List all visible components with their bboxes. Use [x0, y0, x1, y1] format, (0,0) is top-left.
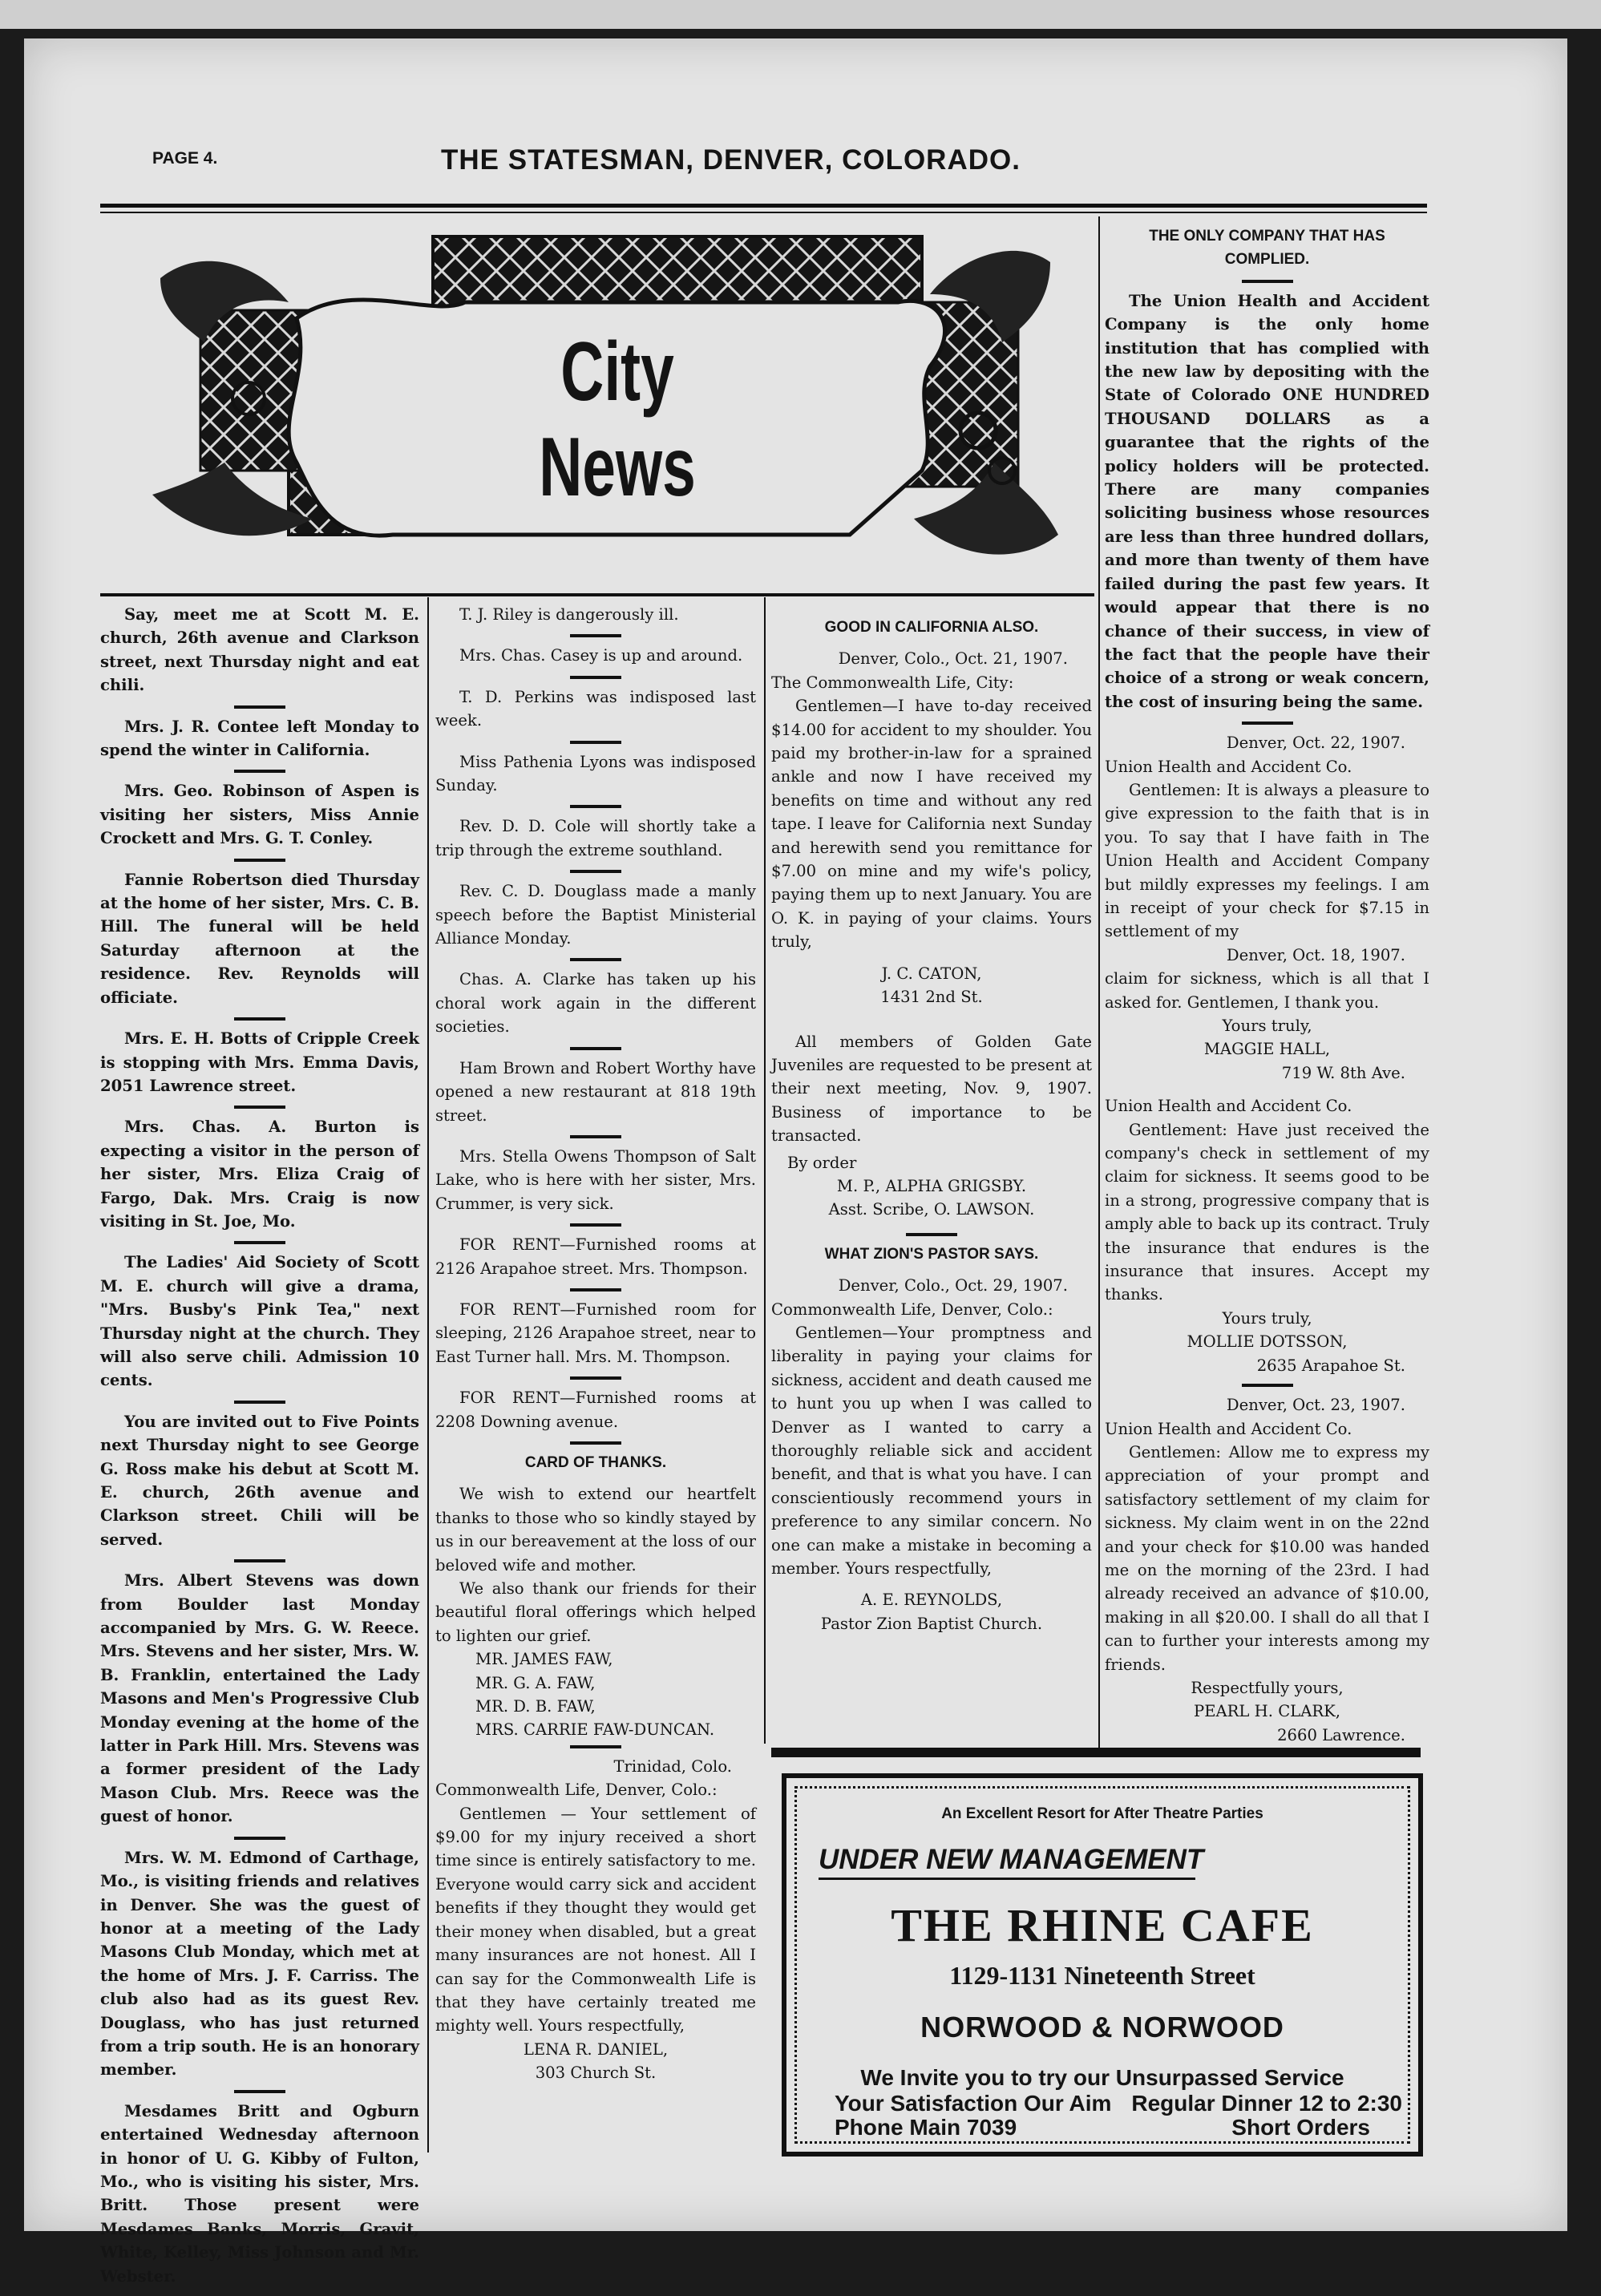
letter-signature: A. E. REYNOLDS,	[860, 1591, 1003, 1610]
letter-address: 303 Church St.	[535, 2064, 657, 2083]
city-news-item: Mrs. Albert Stevens was down from Boulder last Monday accompanied by Mrs. G. W. Reece. Mrs. Stevens and her sister, Mrs. W. B. Franklin, entertained the Lady Masons and Men's Progressive Club Monday evening at the home of the latter in Park Hill. Mrs. Stevens was a former president of the Lady Mason Club. Mrs. Reece was the guest of honor.	[100, 1571, 419, 1826]
separator	[234, 2090, 285, 2093]
letter-date: Denver, Oct. 22, 1907.	[1226, 734, 1405, 753]
heading-zion-pastor: WHAT ZION'S PASTOR SAYS.	[824, 1245, 1039, 1263]
brief-item: T. D. Perkins was indisposed last week.	[435, 687, 756, 730]
letter-place: Trinidad, Colo.	[613, 1756, 732, 1776]
letter-addressee: Union Health and Accident Co.	[1105, 1419, 1352, 1438]
letter-body: Gentlemen — Your settlement of $9.00 for my injury received a short time since is entirely satisfactory to me. Everyone would carry sick and accident benefits if they thought they would get their money when disabled, but a great many insurances are not honest. All I can say for the Commonwealth Life is that they have certainly treated me mighty well. Yours respectfully,	[435, 1804, 756, 2035]
separator	[570, 958, 621, 961]
city-news-item: Mrs. Geo. Robinson of Aspen is visiting her sisters, Miss Annie Crockett and Mrs. G. T. Conley.	[100, 782, 419, 848]
brief-item: FOR RENT—Furnished rooms at 2208 Downing avenue.	[435, 1389, 756, 1431]
separator	[234, 1017, 285, 1021]
notice-by-order: By order	[787, 1153, 857, 1172]
column-union-health	[1105, 218, 1429, 1747]
city-news-item: The Ladies' Aid Society of Scott M. E. church will give a drama, "Mrs. Busby's Pink Tea," next Thursday night at the church. They will also serve chili. Admission 10 cents.	[100, 1253, 419, 1390]
golden-gate-notice: All members of Golden Gate Juveniles are requested to be present at their next meeting, Nov. 9, 1907. Business of importance to be transacted.	[771, 1032, 1092, 1146]
letter-body: Gentlemen: It is always a pleasure to give expression to the faith that is in you. To say that I have faith in The Union Health and Accident Company but mildly expresses my feelings. I am in receipt of your check for $7.15 in settlement of my	[1105, 780, 1429, 941]
column-rule-3	[1098, 216, 1100, 1748]
column-social-notes	[100, 603, 419, 2296]
thanks-signer: MR. G. A. FAW,	[475, 1673, 596, 1692]
separator	[570, 1223, 621, 1227]
separator	[570, 1135, 621, 1138]
separator	[570, 741, 621, 744]
separator	[234, 1401, 285, 1404]
brief-item: Ham Brown and Robert Worthy have opened a new restaurant at 818 19th street.	[435, 1058, 756, 1125]
rhine-cafe-ad	[782, 1773, 1423, 2157]
ad-aim: Your Satisfaction Our Aim	[835, 2091, 1112, 2116]
letter-addressee: Union Health and Accident Co.	[1105, 757, 1352, 776]
letter-signature: J. C. CATON,	[881, 964, 982, 983]
letter-addressee: Commonwealth Life, Denver, Colo.:	[435, 1781, 718, 1800]
brief-item: Mrs. Chas. Casey is up and around.	[459, 646, 743, 665]
city-news-item: Mesdames Britt and Ogburn entertained Wednesday afternoon in honor of U. G. Kibby of Fulton, Mo., who is visiting his sister, Mrs. Britt. Those present were Mesdames Banks, Morris, Gravit, White, Kelley, Miss Johnson and Mr. Webster.	[100, 2101, 419, 2286]
separator	[906, 1233, 957, 1236]
separator	[234, 1241, 285, 1244]
thanks-signer: MR. D. B. FAW,	[475, 1697, 596, 1716]
city-news-item: Mrs. Chas. A. Burton is expecting a visitor in the person of her sister, Mrs. Eliza Craig of Fargo, Dak. Mrs. Craig is now visiting in St. Joe, Mo.	[100, 1118, 419, 1231]
ad-underline	[819, 1878, 1195, 1880]
brief-item: Rev. D. D. Cole will shortly take a trip through the extreme southland.	[435, 817, 756, 859]
column-rule-1	[427, 597, 429, 2152]
ad-short-orders: Short Orders	[1231, 2115, 1370, 2140]
separator	[1242, 280, 1293, 283]
ad-phone: Phone Main 7039	[835, 2115, 1017, 2140]
city-news-item: You are invited out to Five Points next Thursday night to see George G. Ross make his debut at Scott M. E. church, 26th avenue and Clarkson street. Chili will be served.	[100, 1412, 419, 1549]
letter-date: Denver, Oct. 23, 1907.	[1226, 1396, 1405, 1415]
thanks-paragraph: We also thank our friends for their beautiful floral offerings which helped to lighten our grief.	[435, 1579, 756, 1645]
thanks-paragraph: We wish to extend our heartfelt thanks to those who so kindly stayed by us in our bereavement at the loss of our beloved wife and mother.	[435, 1485, 756, 1574]
brief-item: T. J. Riley is dangerously ill.	[459, 605, 679, 624]
letter-body: Gentlemen—I have to-day received $14.00 for accident to my shoulder. You paid my brother-in-law for a sprained ankle and now I have received my benefits on time and without any red tape. I leave for California next Sunday and herewith send you remittance for $7.00 on mine and my wife's policy, paying them up to next January. You are O. K. in paying of your claims. Yours truly,	[771, 697, 1092, 952]
letter-address: 719 W. 8th Ave.	[1281, 1063, 1405, 1082]
separator	[570, 1288, 621, 1292]
separator	[234, 859, 285, 862]
separator	[570, 1376, 621, 1380]
union-health-intro: The Union Health and Accident Company is the only home institution that has complied with the new law by depositing with the State of Colorado ONE HUNDRED THOUSAND DOLLARS as a guarantee that the rights of the policy holders will be protected. There are many companies soliciting business whose resources are less than three hundred dollars, and more than twenty of them have failed during the past few years. It would appear that there is no chance of their success, in view of the fact that the people have their choice of a strong or weak concern, the cost of insuring being the same.	[1105, 291, 1429, 711]
letter-date: Denver, Colo., Oct. 21, 1907.	[838, 649, 1068, 669]
notice-signer-2: Asst. Scribe, O. LAWSON.	[828, 1200, 1035, 1219]
masthead-rule-thin	[100, 212, 1427, 213]
separator	[234, 1106, 285, 1109]
heading-only-company: THE ONLY COMPANY THAT HAS COMPLIED.	[1149, 228, 1385, 269]
column-testimonials	[771, 611, 1092, 1635]
ad-dinner: Regular Dinner 12 to 2:30	[1131, 2091, 1402, 2116]
letter-closing: Yours truly,	[1222, 1017, 1312, 1035]
separator	[570, 870, 621, 873]
page-number: PAGE 4.	[152, 149, 218, 168]
top-strip	[0, 0, 1601, 29]
column-briefs	[435, 603, 756, 2085]
brief-item: FOR RENT—Furnished rooms at 2126 Arapahoe street. Mrs. Thompson.	[435, 1235, 756, 1278]
card-of-thanks-heading: CARD OF THANKS.	[524, 1453, 667, 1471]
letter-address: 1431 2nd St.	[880, 988, 983, 1007]
city-news-item: Fannie Robertson died Thursday at the home of her sister, Mrs. C. B. Hill. The funeral will be held Saturday afternoon at the residence. Rev. Reynolds will officiate.	[100, 870, 419, 1007]
letter-body: Gentlemen: Allow me to express my appreciation of your prompt and satisfactory settlement of my claim for sickness. My claim went in on the 22nd and your check for $10.00 was handed me on the morning of the 23rd. I had already received an advance of $10.00, making in all $20.00. I shall do all that I can to further your interests among my friends.	[1105, 1442, 1429, 1674]
letter-date: Denver, Oct. 18, 1907.	[1226, 945, 1405, 964]
ad-top-rule	[771, 1748, 1421, 1757]
letter-body: claim for sickness, which is all that I asked for. Gentlemen, I thank you.	[1105, 969, 1429, 1012]
letter-date: Denver, Colo., Oct. 29, 1907.	[838, 1276, 1068, 1296]
banner-title: City News	[539, 325, 696, 514]
ad-management: UNDER NEW MANAGEMENT	[819, 1844, 1204, 1875]
city-news-item: Say, meet me at Scott M. E. church, 26th avenue and Clarkson street, next Thursday night and eat chili.	[100, 605, 419, 695]
letter-body: Gentlement: Have just received the company's check in settlement of my claim for sickness. It seems good to be in a strong, progressive company that is amply able to back up its contract. Truly the insurance that endures is the insurance that insures. Accept my thanks.	[1105, 1120, 1429, 1304]
letter-body: Gentlemen—Your promptness and liberality in paying your claims for sickness, accident and death caused me to hunt you up when I was called to Denver as I wanted to carry a thoroughly reliable sick and accident benefit, and that is what you have. I can conscientiously recommend yours in preference to any similar concern. No one can make a mistake in becoming a member. Yours respectfully,	[771, 1323, 1092, 1578]
separator	[1242, 722, 1293, 725]
separator	[234, 1559, 285, 1562]
letter-signature: LENA R. DANIEL,	[523, 2039, 669, 2059]
masthead-rule	[100, 204, 1427, 208]
brief-item: Mrs. Stella Owens Thompson of Salt Lake, who is here with her sister, Mrs. Crummer, is very sick.	[435, 1146, 756, 1213]
letter-addressee: Commonwealth Life, Denver, Colo.:	[771, 1300, 1053, 1319]
city-news-item: Mrs. J. R. Contee left Monday to spend the winter in California.	[100, 717, 419, 760]
separator	[234, 705, 285, 709]
brief-item: Miss Pathenia Lyons was indisposed Sunday.	[435, 752, 756, 795]
heading-good-in-california: GOOD IN CALIFORNIA ALSO.	[824, 619, 1039, 636]
column-rule-2	[764, 597, 766, 1744]
thanks-signer: MRS. CARRIE FAW-DUNCAN.	[475, 1720, 715, 1740]
banner-rule	[100, 593, 1094, 596]
ad-owners: NORWOOD & NORWOOD	[920, 2011, 1284, 2043]
separator	[570, 805, 621, 808]
letter-signature: MAGGIE HALL,	[1203, 1040, 1331, 1059]
separator	[1242, 1384, 1293, 1387]
letter-address: 2635 Arapahoe St.	[1256, 1356, 1405, 1375]
city-news-item: Mrs. W. M. Edmond of Carthage, Mo., is visiting friends and relatives in Denver. She was the guest of honor at a meeting of the Lady Masons Club Monday, which met at the home of Mrs. J. F. Carriss. The club also had as its guest Rev. Douglass, who has just returned from a trip south. He is an honorary member.	[100, 1848, 419, 2080]
ad-tagline: An Excellent Resort for After Theatre Parties	[941, 1805, 1263, 1822]
separator	[570, 1745, 621, 1748]
newspaper-title: THE STATESMAN, DENVER, COLORADO.	[441, 144, 1021, 176]
brief-item: Chas. A. Clarke has taken up his choral work again in the different societies.	[435, 970, 756, 1037]
letter-address: 2660 Lawrence.	[1277, 1725, 1405, 1744]
letter-closing: Yours truly,	[1222, 1308, 1312, 1328]
ad-invite: We Invite you to try our Unsurpassed Service	[860, 2065, 1344, 2090]
separator	[570, 676, 621, 679]
separator	[234, 770, 285, 773]
separator	[570, 634, 621, 637]
separator	[570, 1441, 621, 1445]
notice-signer-1: M. P., ALPHA GRIGSBY.	[836, 1176, 1027, 1195]
letter-addressee: The Commonwealth Life, City:	[771, 673, 1014, 692]
letter-addressee: Union Health and Accident Co.	[1105, 1097, 1352, 1116]
letter-closing: Respectfully yours,	[1191, 1678, 1344, 1697]
letter-signature: PEARL H. CLARK,	[1194, 1702, 1340, 1721]
city-news-item: Mrs. E. H. Botts of Cripple Creek is stopping with Mrs. Emma Davis, 2051 Lawrence street.	[100, 1029, 419, 1095]
brief-item: Rev. C. D. Douglass made a manly speech before the Baptist Ministerial Alliance Monday.	[435, 882, 756, 948]
brief-item: FOR RENT—Furnished room for sleeping, 2126 Arapahoe street, near to East Turner hall. Mrs. M. Thompson.	[435, 1300, 756, 1366]
ad-address: 1129-1131 Nineteenth Street	[949, 1961, 1255, 1990]
ad-cafe-name: THE RHINE CAFE	[891, 1899, 1314, 1951]
thanks-signer: MR. JAMES FAW,	[475, 1650, 613, 1669]
separator	[570, 1047, 621, 1050]
letter-address: Pastor Zion Baptist Church.	[820, 1614, 1043, 1633]
separator	[234, 1837, 285, 1840]
letter-signature: MOLLIE DOTSSON,	[1187, 1332, 1348, 1352]
